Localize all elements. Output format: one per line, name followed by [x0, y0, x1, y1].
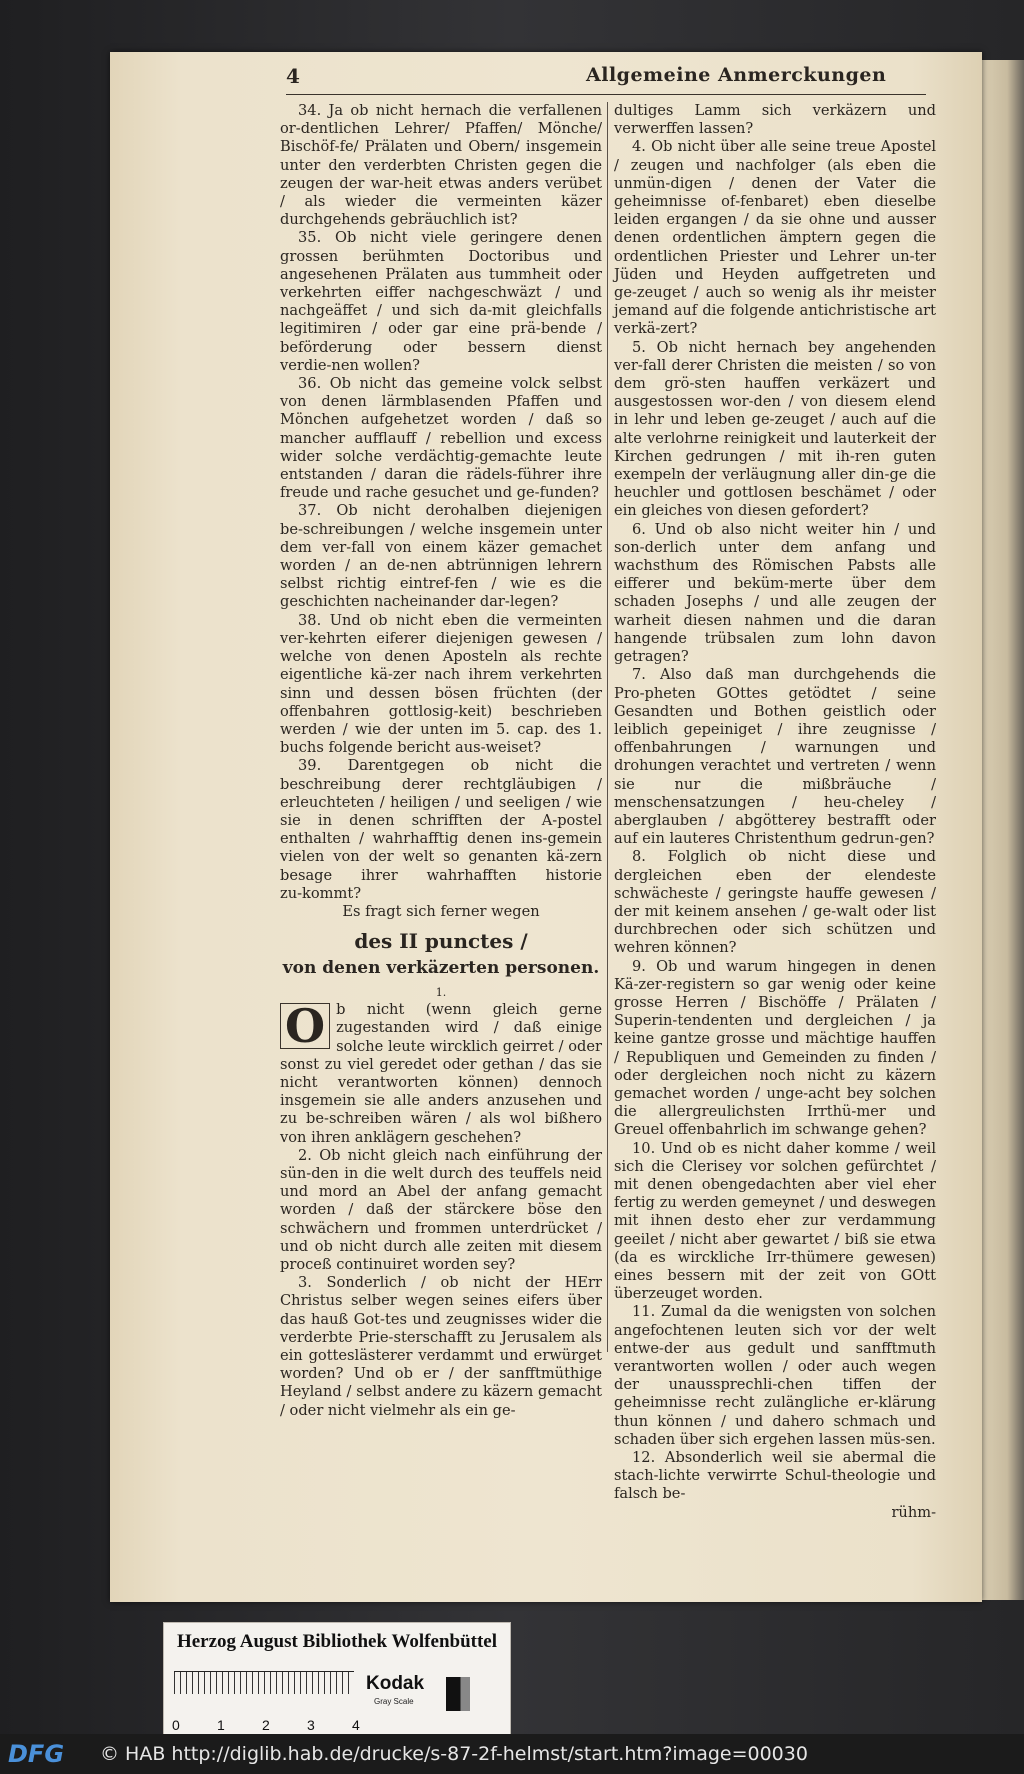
paragraph-3: 3. Sonderlich / ob nicht der HErr Christus selber wegen seines eifers über das hauß Got‑tes und zeugnisses wider die verderbte Prie‑sterschafft zu Jerusalem als ein gotteslästerer verdammt und erwürget worden? Und ob er / der sanfftmüthige Heyland / selbst andere zu käzern gemacht / oder nicht vielmehr als ein ge‑	[280, 1274, 602, 1419]
paragraph-2: 2. Ob nicht gleich nach einführung der sün‑den in die welt durch des teuffels neid und mord an Abel der anfang gemacht worden / daß der stärckere böse den schwächern und frommen unterdrücket / und ob nicht durch alle zeiten mit diesem proceß continuiret worden sey?	[280, 1146, 602, 1273]
transition-line: Es fragt sich ferner wegen	[342, 902, 540, 920]
running-head: Allgemeine Anmerckungen	[586, 64, 887, 86]
paragraph-6: 6. Und ob also nicht weiter hin / und son‑derlich unter dem anfang und wachsthum des Römischen Pabsts alle eifferer und beküm‑merte über dem schaden Josephs / und alle zeugen der warheit diesen nahmen und die daran hangende trübsalen zum lohn davon getragen?	[614, 520, 936, 666]
page-header	[286, 60, 926, 95]
next-page-edge	[982, 60, 1024, 1600]
copyright-link[interactable]: © HAB http://diglib.hab.de/drucke/s-87-2f-helmst/start.htm?image=00030	[100, 1743, 808, 1765]
drop-capital: O	[280, 1003, 330, 1049]
paragraph-5: 5. Ob nicht hernach bey angehenden ver‑fall derer Christen die meisten / so von dem grö‑sten hauffen verkäzert und ausgestossen wor‑den / von diesem elend in lehr und leben ge‑zeuget / auch auf die alte verlohrne reinigkeit und lauterkeit der Kirchen gedrungen / mit ih‑ren guten exempeln der verläugnung aller din‑ge die heuchler und gottlosen beschämet / oder ein gleiches von diesen gefordert?	[614, 338, 936, 520]
section-heading: des II punctes /	[354, 929, 528, 954]
ruler-number: 4	[352, 1717, 360, 1733]
kodak-subtitle: Gray Scale	[374, 1697, 414, 1706]
ruler-number: 2	[262, 1717, 270, 1733]
dfg-logo: DFG	[8, 1740, 65, 1768]
paragraph-35: 35. Ob nicht viele geringere denen grossen berühmten Doctoribus und angesehenen Prälaten aus tummheit oder verkehrten eiffer nachgeschwäzt / und nachgeäffet / und sich da‑mit gleichfalls legitimiren / oder gar eine prä‑bende / beförderung oder bessern dienst verdie‑nen wollen?	[280, 229, 602, 374]
paragraph-8: 8. Folglich ob nicht diese und dergleichen eben der elendeste schwächeste / geringste hauffe gewesen / der mit keinem ansehen / ge‑walt oder list durchbrechen oder sich schützen und wehren können?	[614, 848, 936, 957]
paragraph-37: 37. Ob nicht derohalben diejenigen be‑schreibungen / welche insgemein unter dem ver‑fall von einem käzer gemachet worden / an de‑nen abtrünnigen lehrern selbst richtig eintref‑fen / wie es die geschichten nacheinander dar‑legen?	[280, 502, 602, 611]
paragraph-4: 4. Ob nicht über alle seine treue Apostel / zeugen und nachfolger (als eben die unmün‑digen / denen der Vater die geheimnisse of‑fenbaret) eben dieselbe leiden ergangen / da sie ohne und ausser denen ordentlichen ämptern gegen die ordentlichen Priester und Lehrer un‑ter Jüden und Heyden auffgetreten und ge‑zeuget / auch so wenig als ihr meister jemand auf die folgende antichristische art verkä‑zert?	[614, 138, 936, 338]
paragraph-36: 36. Ob nicht das gemeine volck selbst von denen lärmblasenden Pfaffen und Mönchen aufgehetzet worden / daß so mancher aufflauff / rebellion und excess wider solche verdächtig‑gemachte leute entstanden / daran die rädels‑führer ihre freude und rache gesuchet und ge‑funden?	[280, 375, 602, 502]
right-column	[614, 102, 936, 1522]
document-page	[110, 52, 982, 1602]
ruler-number: 0	[172, 1717, 180, 1733]
footer-bar	[0, 1734, 1024, 1774]
library-name: Herzog August Bibliothek Wolfenbüttel	[176, 1631, 498, 1652]
catchword: rühm‑	[891, 1503, 936, 1521]
paragraph-7: 7. Also daß man durchgehends die Pro‑pheten GOttes getödtet / seine Gesandten und Bothen geistlich oder leiblich gepeiniget / ihre zeugnisse / offenbahrungen / warnungen und drohungen verachtet und vertreten / wenn sie nur die mißbräuche / menschensatzungen / heu‑cheley / aberglauben / abgötterey bestrafft oder auf ein lauteres Christenthum gedrun‑gen?	[614, 666, 936, 848]
section-numeral: 1.	[435, 986, 447, 1000]
page-number: 4	[286, 64, 300, 88]
paragraph-38: 38. Und ob nicht eben die vermeinten ver‑kehrten eiferer diejenigen gewesen / welche von denen Aposteln als rechte eigentliche kä‑zer nach ihrem verkehrten sinn und dessen bösen früchten (der offenbahren gottlosig‑keit) beschrieben werden / wie der unten im 5. cap. des 1. buchs folgende bericht aus‑weiset?	[280, 611, 602, 757]
paragraph-39: 39. Darentgegen ob nicht die beschreibung derer rechtgläubigen / erleuchteten / heiligen / und seeligen / wie sie in denen schrifften der A‑postel enthalten / wahrhafftig denen ins‑gemein vielen von der welt so genanten kä‑zern besage ihrer wahrhafften historie zu‑kommt?	[280, 757, 602, 902]
paragraph-9: 9. Ob und warum hingegen in denen Kä‑zer‑registern so gar wenig oder keine grosse Herren / Bischöffe / Prälaten / Superin‑tendenten und dergleichen / ja keine gantze grosse und mächtige hauffen / Republiquen und Gemeinden zu finden / oder dergleichen noch nicht zu käzern gemachet worden / unge‑acht bey solchen die allergreulichsten Irrthü‑mer und Greuel offenbahrlich im schwange gehen?	[614, 957, 936, 1139]
color-scale-card	[163, 1622, 511, 1750]
paragraph-1-text: b nicht (wenn gleich gerne zugestanden wird / daß einige solche leute wircklich geirret / oder sonst zu viel geredet oder gethan / das sie nicht verantworten können) dennoch insgemein sie alle anders anzusehen und zu be‑schreiben wären / als wol bißhero von ihren anklägern geschehen?	[280, 1001, 602, 1146]
ruler-scale	[174, 1671, 354, 1716]
section-subheading: von denen verkäzerten personen.	[282, 958, 600, 979]
left-column	[280, 102, 602, 1420]
ruler-number: 1	[217, 1717, 225, 1733]
paragraph-12: 12. Absonderlich weil sie abermal die stach‑lichte verwirrte Schul‑theologie und falsch be‑	[614, 1449, 936, 1503]
gray-patch	[446, 1677, 470, 1711]
ruler-number: 3	[307, 1717, 315, 1733]
paragraph-10: 10. Und ob es nicht daher komme / weil sich die Clerisey vor solchen gefürchtet / mit denen obengedachten aber viel eher fertig zu werden gemeynet / und deswegen mit ihnen desto eher zur verdammung geeilet / nicht aber gewartet / biß sie etwa (da es wirckliche Irr‑thümere gewesen) eines bessern mit der zeit von GOtt überzeuget worden.	[614, 1139, 936, 1303]
kodak-logo: Kodak	[366, 1673, 425, 1694]
paragraph-34: 34. Ja ob nicht hernach die verfallenen or‑dentlichen Lehrer/ Pfaffen/ Mönche/ Bischöf‑fe/ Prälaten und Obern/ insgemein unter den verderbten Christen gegen die zeugen der war‑heit etwas anders verübet / als wieder die vermeinten käzer durchgehends gebräuchlich ist?	[280, 102, 602, 229]
continuation-text: dultiges Lamm sich verkäzern und verwerffen lassen?	[614, 102, 936, 138]
column-divider	[607, 102, 608, 1352]
paragraph-1	[280, 1001, 602, 1147]
paragraph-11: 11. Zumal da die wenigsten von solchen angefochtenen leuten sich vor der welt entwe‑der aus gedult und sanfftmuth verantworten wollen / oder auch wegen der unaussprechli‑chen tiffen der geheimnisse recht zulängliche er‑klärung thun können / und dahero schmach und schaden über sich ergehen lassen müs‑sen.	[614, 1303, 936, 1448]
